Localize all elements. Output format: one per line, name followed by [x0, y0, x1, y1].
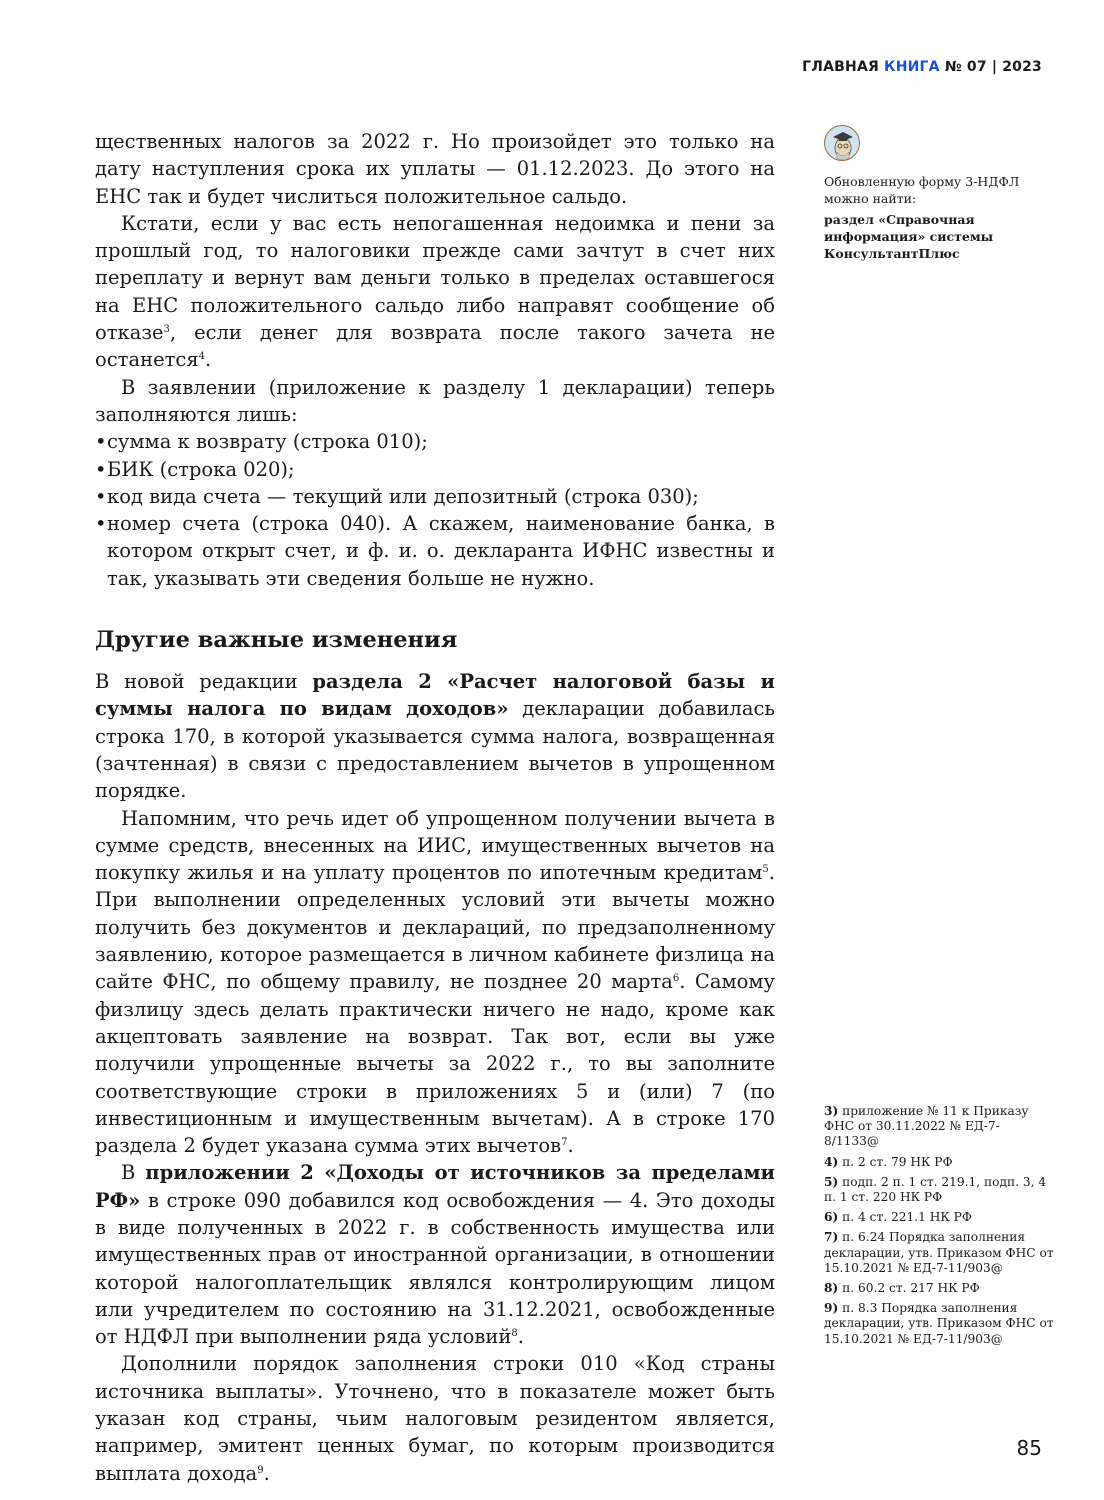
footnote: 9) п. 8.3 Порядка заполнения декларации, утв. Приказом ФНС от 15.10.2021 № ЕД-7-11/903@	[824, 1301, 1054, 1346]
article-body	[95, 128, 775, 1487]
footnote-ref[interactable]: 9	[257, 1464, 264, 1476]
footnote: 7) п. 6.24 Порядка заполнения декларации, утв. Приказом ФНС от 15.10.2021 № ЕД-7-11/903@	[824, 1230, 1054, 1275]
footnotes	[824, 1104, 1054, 1352]
emphasis: раздела 2 «Расчет налоговой базы и суммы налога по видам доходов»	[95, 670, 775, 721]
footnote: 8) п. 60.2 ст. 217 НК РФ	[824, 1281, 980, 1296]
footnote: 6) п. 4 ст. 221.1 НК РФ	[824, 1210, 972, 1225]
bullet-list	[95, 428, 775, 592]
list-item: • БИК (строка 020);	[95, 456, 775, 483]
paragraph: В новой редакции раздела 2 «Расчет налоговой базы и суммы налога по видам доходов» декларации добавилась строка 170, в которой указывается сумма налога, возвращенная (зачтенная) в связи с предоставлением вычетов в упрощенном порядке.	[95, 670, 775, 803]
paragraph: Дополнили порядок заполнения строки 010 «Код страны источника выплаты». Уточнено, что в показателе может быть указан код страны, чьим налоговым резидентом является, например, эмитент ценных бумаг, по которым производится выплата дохода$^9$.	[95, 1352, 775, 1485]
paragraph: Кстати, если у вас есть непогашенная недоимка и пени за прошлый год, то налоговики прежде сами зачтут в счет них переплату и вернут вам деньги только в пределах оставшегося на ЕНС положительного сальдо либо направят сообщение об отказе$^3$, если денег для возврата после такого зачета не останется$^4$.	[95, 211, 775, 372]
section-heading: Другие важные изменения	[95, 627, 458, 654]
tip-text: Обновленную форму 3-НДФЛ можно найти:	[824, 174, 1020, 206]
footnote-ref[interactable]: 5	[762, 864, 769, 876]
paragraph: Напомним, что речь идет об упрощенном получении вычета в сумме средств, внесенных на ИИС, имущественных вычетов на покупку жилья и на уплату процентов по ипотечным кредитам$^5$. При выполнении определенных условий эти вычеты можно получить без документов и деклараций, по предзаполненному заявлению, которое размещается в личном кабинете физлица на сайте ФНС, по общему правилу, не позднее 20 марта$^6$. Самому физлицу здесь делать практически ничего не надо, кроме как акцептовать заявление на возврат. Так вот, если вы уже получили упрощенные вычеты за 2022 г., то вы заполните соответствующие строки в приложениях 5 и (или) 7 (по инвестиционным и имущественным вычетам). А в строке 170 раздела 2 будет указана сумма этих вычетов$^7$.	[95, 806, 776, 1158]
list-item: • номер счета (строка 040). А скажем, наименование банка, в котором открыт счет, и ф. и. о. декларанта ИФНС известны и так, указывать эти сведения больше не нужно.	[95, 510, 775, 592]
list-item: • сумма к возврату (строка 010);	[95, 428, 775, 455]
brand-name-accent: КНИГА	[884, 59, 940, 75]
footnote-ref[interactable]: 8	[511, 1328, 518, 1340]
footnote: 5) подп. 2 п. 1 ст. 219.1, подп. 3, 4 п. 1 ст. 220 НК РФ	[824, 1174, 1047, 1205]
paragraph: щественных налогов за 2022 г. Но произойдет это только на дату наступления срока их уплаты — 01.12.2023. До этого на ЕНС так и будет числиться положительное сальдо.	[95, 130, 775, 208]
tip-source: раздел «Справочная информация» системы КонсультантПлюс	[824, 212, 994, 261]
paragraph: В приложении 2 «Доходы от источников за пределами РФ» в строке 090 добавился код освобождения — 4. Это доходы в виде полученных в 2022 г. в собственность имущества или имущественных прав от иностранной организации, в отношении которой налогоплательщик являлся контролирующим лицом или учредителем по состоянию на 31.12.2021, освобожденные от НДФЛ при выполнении ряда условий$^8$.	[95, 1161, 775, 1349]
list-item: • код вида счета — текущий или депозитный (строка 030);	[95, 483, 775, 510]
footnote-ref[interactable]: 3	[163, 324, 170, 336]
brand-name: ГЛАВНАЯ	[802, 59, 879, 75]
issue-number: № 07 | 2023	[944, 59, 1042, 75]
footnote-ref[interactable]: 4	[198, 351, 205, 363]
footnote: 4) п. 2 ст. 79 НК РФ	[824, 1154, 953, 1169]
emphasis: приложении 2 «Доходы от источников за пределами РФ»	[95, 1161, 775, 1212]
page-number: 85	[1016, 1436, 1042, 1460]
paragraph: В заявлении (приложение к разделу 1 декларации) теперь заполняются лишь:	[95, 375, 775, 426]
scholar-avatar-icon	[824, 125, 860, 161]
running-header	[802, 59, 1042, 75]
sidebar-tip	[824, 125, 1054, 262]
footnote: 3) приложение № 11 к Приказу ФНС от 30.11.2022 № ЕД-7-8/1133@	[824, 1104, 1029, 1149]
footnote-ref[interactable]: 7	[561, 1137, 568, 1149]
footnote-ref[interactable]: 6	[672, 973, 680, 985]
